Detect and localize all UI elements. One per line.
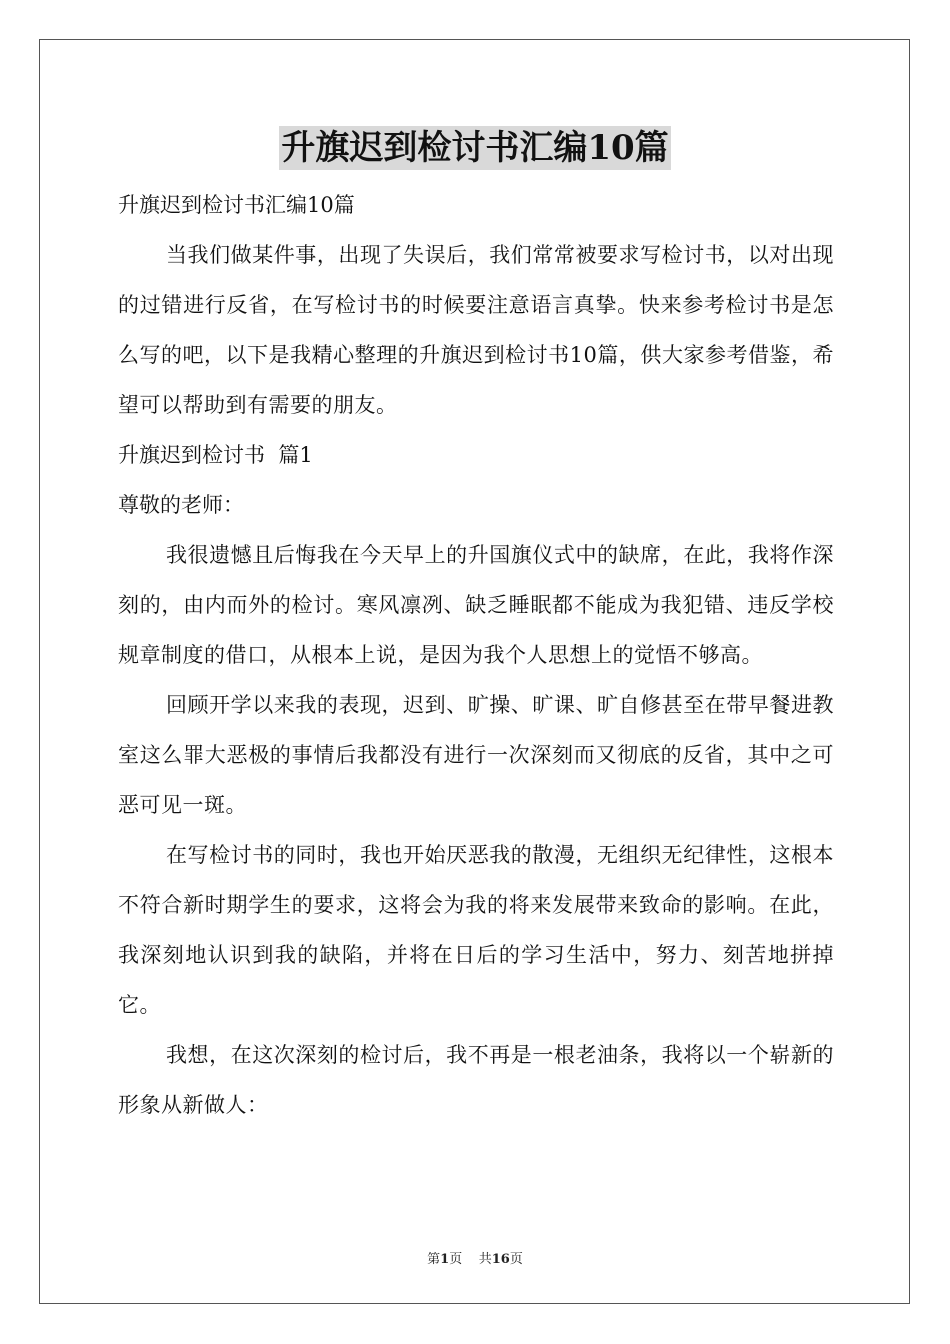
section-heading: 升旗迟到检讨书 篇1	[118, 443, 313, 467]
document-title: 升旗迟到检讨书汇编10篇	[281, 128, 669, 168]
intro-paragraph: 当我们做某件事，出现了失误后，我们常常被要求写检讨书，以对出现的过错进行反省，在写检讨书的时候要注意语言真挚。快来参考检讨书是怎么写的吧，以下是我精心整理的升旗迟到检讨书10篇，供大家参考借鉴，希望可以帮助到有需要的朋友。	[118, 243, 834, 417]
body-paragraph: 我很遗憾且后悔我在今天早上的升国旗仪式中的缺席，在此，我将作深刻的，由内而外的检讨。寒风凛冽、缺乏睡眠都不能成为我犯错、违反学校规章制度的借口，从根本上说，是因为我个人思想上的觉悟不够高。	[118, 543, 834, 667]
page-prefix: 第	[427, 1252, 441, 1267]
body-paragraph: 我想，在这次深刻的检讨后，我不再是一根老油条，我将以一个崭新的形象从新做人：	[118, 1043, 834, 1117]
page-footer	[0, 1248, 950, 1267]
document-body	[118, 180, 834, 1130]
page-number: 1	[440, 1252, 450, 1267]
page-suffix: 页	[449, 1252, 463, 1267]
document-subtitle: 升旗迟到检讨书汇编10篇	[118, 193, 355, 217]
title-container	[0, 126, 950, 170]
body-paragraph: 回顾开学以来我的表现，迟到、旷操、旷课、旷自修甚至在带早餐进教室这么罪大恶极的事情后我都没有进行一次深刻而又彻底的反省，其中之可恶可见一斑。	[118, 693, 834, 817]
total-pages: 16	[491, 1252, 510, 1267]
total-prefix: 共	[478, 1252, 492, 1267]
body-paragraph: 在写检讨书的同时，我也开始厌恶我的散漫，无组织无纪律性，这根本不符合新时期学生的要求，这将会为我的将来发展带来致命的影响。在此，我深刻地认识到我的缺陷，并将在日后的学习生活中，努力、刻苦地拼掉它。	[118, 843, 834, 1017]
total-suffix: 页	[509, 1252, 523, 1267]
salutation: 尊敬的老师：	[118, 493, 244, 517]
